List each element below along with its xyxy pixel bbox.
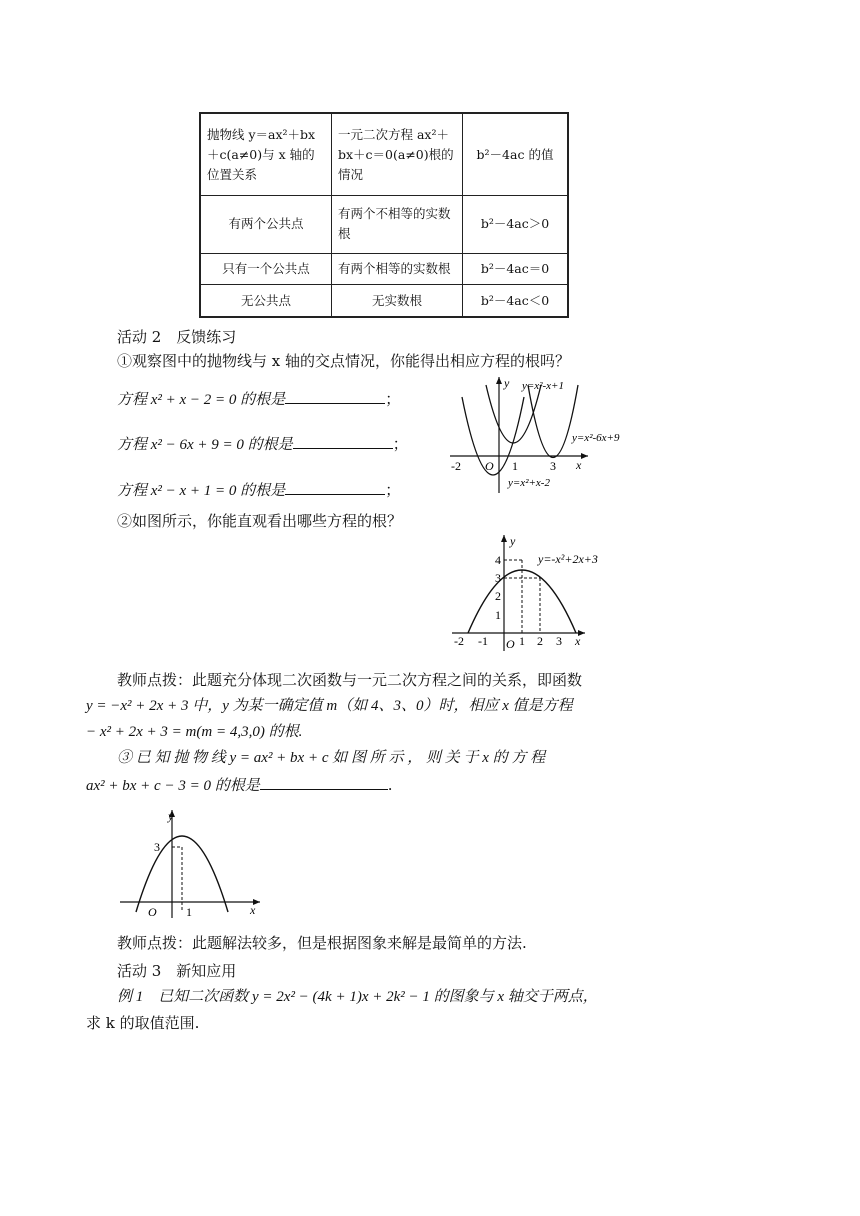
- x-axis-label: x: [250, 903, 256, 917]
- downward-parabola-graph: [450, 533, 630, 653]
- table-row: [200, 253, 568, 285]
- parabola-x2-6x9: [528, 385, 578, 458]
- tick-label: 3: [550, 459, 556, 473]
- table-row: [200, 113, 568, 196]
- table-header-cell: 一元二次方程 ax²＋bx＋c＝0(a≠0)根的情况: [332, 113, 463, 196]
- equation-2-text: 方程 x² − 6x + 9 = 0 的根是: [117, 437, 293, 453]
- semicolon: ；: [385, 481, 401, 499]
- activity3-title: 活动 3 新知应用: [117, 962, 237, 980]
- relation-table: [199, 112, 569, 318]
- x-tick-label: 1: [186, 905, 192, 919]
- curve-label: y=x²+x-2: [508, 477, 550, 489]
- table-header-cell: 抛物线 y＝ax²＋bx＋c(a≠0)与 x 轴的位置关系: [200, 113, 332, 196]
- example-1-line1: 例 1 已知二次函数 y = 2x² − (4k + 1)x + 2k² − 1 的图象与 x 轴交于两点，: [117, 989, 598, 1005]
- curve-label: y=x²-6x+9: [572, 432, 620, 444]
- equation-2: [117, 432, 408, 456]
- table-cell: 有两个公共点: [200, 196, 332, 253]
- answer-blank-2[interactable]: [293, 432, 393, 449]
- x-tick-label: 3: [556, 634, 562, 648]
- teacher-tip-1-line2: y = −x² + 2x + 3 中，y 为某一确定值 m（如 4、3、0）时，相应 x 值是方程: [86, 698, 573, 714]
- table-cell: 无公共点: [200, 285, 332, 317]
- question-1: ①观察图中的抛物线与 x 轴的交点情况，你能得出相应方程的根吗？: [117, 352, 570, 370]
- y-tick-label: 3: [495, 571, 501, 585]
- x-tick-label: -1: [478, 634, 488, 648]
- x-axis-arrow: [581, 453, 588, 459]
- parabolas-graph: [448, 375, 648, 495]
- table-cell: 有两个不相等的实数根: [332, 196, 463, 253]
- parabola-x2-x1: [486, 385, 541, 443]
- semicolon: ；: [385, 390, 401, 408]
- y-tick-label: 3: [154, 840, 160, 854]
- teacher-tip-1-line1: 教师点拨：此题充分体现二次函数与一元二次方程之间的关系，即函数: [117, 671, 583, 689]
- answer-blank-4[interactable]: [260, 773, 388, 790]
- origin-label: O: [506, 637, 515, 651]
- tick-label: 1: [512, 459, 518, 473]
- table-row: [200, 285, 568, 317]
- equation-3: [117, 478, 400, 502]
- table-cell: 有两个相等的实数根: [332, 253, 463, 285]
- question-3-line2: [86, 773, 393, 797]
- equation-3-text: 方程 x² − x + 1 = 0 的根是: [117, 483, 286, 499]
- teacher-tip-2: 教师点拨：此题解法较多，但是根据图象来解是最简单的方法.: [117, 934, 527, 952]
- answer-blank-3[interactable]: [285, 478, 385, 495]
- table-cell: 只有一个公共点: [200, 253, 332, 285]
- y-tick-label: 1: [495, 608, 501, 622]
- curve-label: y=-x²+2x+3: [538, 552, 598, 566]
- y-tick-label: 4: [495, 553, 501, 567]
- y-axis-label: y: [504, 376, 510, 390]
- question-3-line1: ③ 已 知 抛 物 线 y = ax² + bx + c 如 图 所 示 ， 则 关 于 x 的 方 程: [117, 750, 546, 766]
- period: .: [387, 776, 393, 794]
- table-header-cell: b²－4ac 的值: [463, 113, 569, 196]
- parabola-vertex-graph: [118, 806, 268, 920]
- x-tick-label: 2: [537, 634, 543, 648]
- y-axis-arrow: [501, 535, 507, 542]
- origin-label: O: [485, 459, 494, 473]
- x-tick-label: 1: [519, 634, 525, 648]
- answer-blank-1[interactable]: [285, 387, 385, 404]
- y-tick-label: 2: [495, 589, 501, 603]
- curve-label: y=x²-x+1: [522, 380, 564, 392]
- question-3-text: ax² + bx + c − 3 = 0 的根是: [86, 778, 260, 794]
- equation-1: [117, 387, 400, 411]
- x-tick-label: -2: [454, 634, 464, 648]
- table-cell: b²－4ac＝0: [463, 253, 569, 285]
- table-cell: b²－4ac＞0: [463, 196, 569, 253]
- y-axis-label: y: [168, 809, 174, 823]
- table-cell: 无实数根: [332, 285, 463, 317]
- y-axis-arrow: [496, 377, 502, 384]
- origin-label: O: [148, 905, 157, 919]
- x-axis-label: x: [575, 634, 581, 648]
- table-row: [200, 196, 568, 253]
- equation-1-text: 方程 x² + x − 2 = 0 的根是: [117, 392, 286, 408]
- teacher-tip-1-line3: − x² + 2x + 3 = m(m = 4,3,0) 的根.: [86, 724, 303, 740]
- x-axis-label: x: [576, 458, 582, 472]
- semicolon: ；: [392, 435, 408, 453]
- table-cell: b²－4ac＜0: [463, 285, 569, 317]
- tick-label: -2: [451, 459, 461, 473]
- activity2-title: 活动 2 反馈练习: [117, 328, 237, 346]
- y-axis-label: y: [510, 534, 516, 548]
- question-2: ②如图所示，你能直观看出哪些方程的根？: [117, 512, 403, 530]
- example-1-line2: 求 k 的取值范围.: [86, 1014, 200, 1032]
